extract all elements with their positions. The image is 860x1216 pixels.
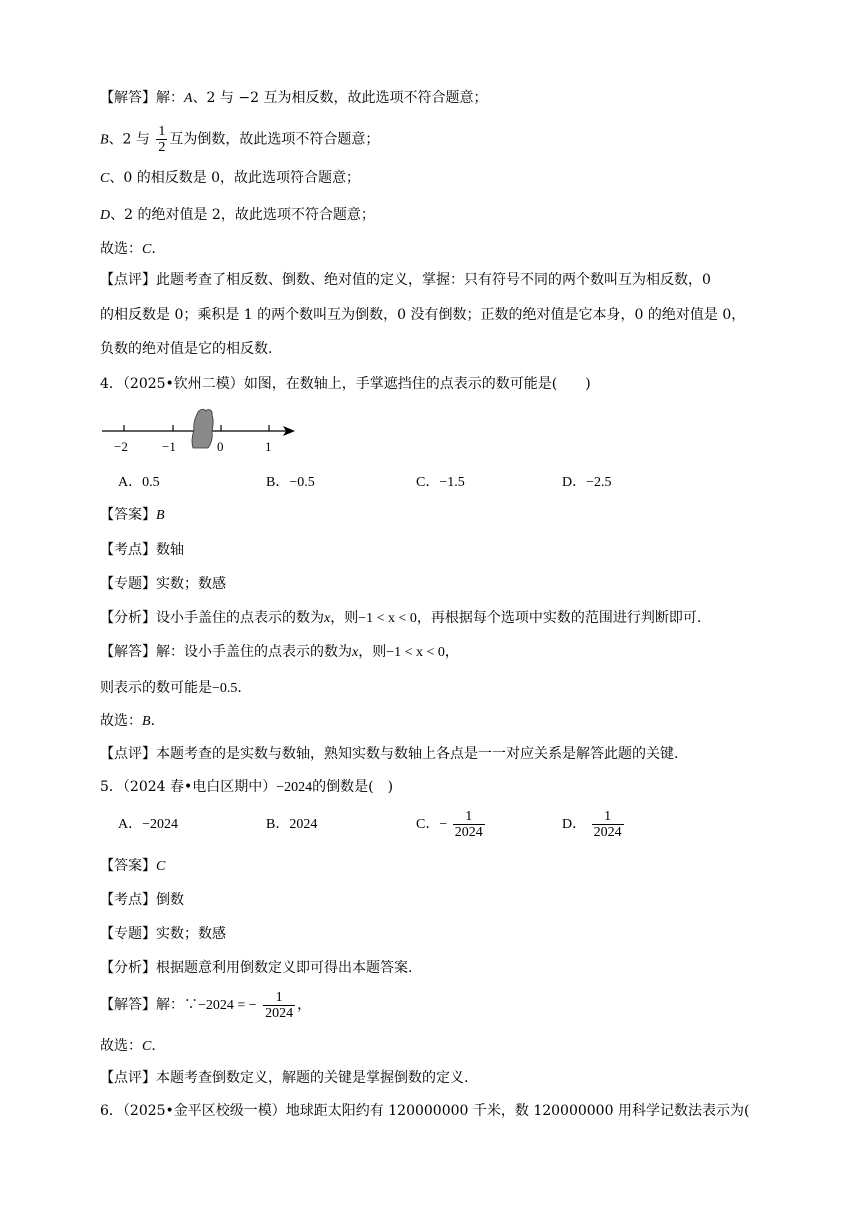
- option-c: C．− $\frac{1}{2024}$: [416, 809, 483, 841]
- option-a: A．−2024: [118, 817, 179, 832]
- number-line-figure: [100, 404, 300, 460]
- solution-line: D、2 的绝对值是 2，故此选项不符合题意；: [100, 207, 375, 223]
- question-stem: 4．（2025•钦州二模）如图，在数轴上，手掌遮挡住的点表示的数可能是( ): [100, 376, 591, 392]
- axis-label: 1: [265, 439, 272, 454]
- comment-line: 【点评】此题考查了相反数、倒数、绝对值的定义，掌握：只有符号不同的两个数叫互为相反数，0: [100, 272, 711, 288]
- choice-line: 故选：B.: [100, 713, 156, 729]
- answer-line: 【答案】B: [100, 507, 165, 523]
- axis-label: −1: [162, 439, 176, 454]
- analysis-line: 【分析】设小手盖住的点表示的数为x，则−1 < x < 0，再根据每个选项中实数的范围进行判断即可.: [100, 610, 702, 626]
- answer-line: 【答案】C: [100, 858, 166, 874]
- solution-line: 【解答】解：∵−2024 = − $\frac{1}{2024}$ ，: [100, 989, 312, 1021]
- question-stem: 6．（2025•金平区校级一模）地球距太阳约有 120000000 千米，数 120000000 用科学记数法表示为(: [100, 1103, 750, 1119]
- option-b: B．2024: [266, 817, 318, 832]
- question-stem: 5．（2024 春•电白区期中）−2024的倒数是( ): [100, 779, 394, 795]
- comment-line: 【点评】本题考查倒数定义，解题的关键是掌握倒数的定义.: [100, 1070, 469, 1086]
- comment-line: 【点评】本题考查的是实数与数轴，熟知实数与数轴上各点是一一对应关系是解答此题的关键.: [100, 746, 679, 762]
- axis-label: 0: [217, 439, 224, 454]
- kaodian-line: 【考点】倒数: [100, 892, 184, 908]
- option-d: D．−2.5: [562, 475, 612, 490]
- choice-line: 故选：C.: [100, 241, 156, 257]
- analysis-line: 【分析】根据题意利用倒数定义即可得出本题答案.: [100, 960, 413, 976]
- choice-line: 故选：C.: [100, 1038, 156, 1054]
- fraction: $\frac{1}{2}$: [158, 124, 166, 155]
- option-c: C．−1.5: [416, 475, 465, 490]
- comment-line: 的相反数是 0；乘积是 1 的两个数叫互为倒数，0 没有倒数；正数的绝对值是它本身，0 的绝对值是 0，: [100, 307, 746, 323]
- hand-icon: [192, 409, 213, 448]
- comment-line: 负数的绝对值是它的相反数.: [100, 341, 273, 357]
- zhuanti-line: 【专题】实数；数感: [100, 576, 226, 592]
- solution-line: C、0 的相反数是 0，故此选项符合题意；: [100, 170, 361, 186]
- kaodian-line: 【考点】数轴: [100, 542, 184, 558]
- option-d: D． $\frac{1}{2024}$: [562, 809, 622, 841]
- solution-line: B、2 与 $\frac{1}{2}$ 互为倒数，故此选项不符合题意；: [100, 124, 380, 155]
- option-b: B．−0.5: [266, 475, 315, 490]
- solution-line: 【解答】解：设小手盖住的点表示的数为x，则−1 < x < 0，: [100, 644, 459, 660]
- solution-line: 【解答】解：A、2 与 −2 互为相反数，故此选项不符合题意；: [100, 90, 488, 106]
- solution-line: 则表示的数可能是−0.5.: [100, 680, 242, 696]
- option-a: A．0.5: [118, 475, 160, 490]
- axis-label: −2: [114, 439, 128, 454]
- zhuanti-line: 【专题】实数；数感: [100, 926, 226, 942]
